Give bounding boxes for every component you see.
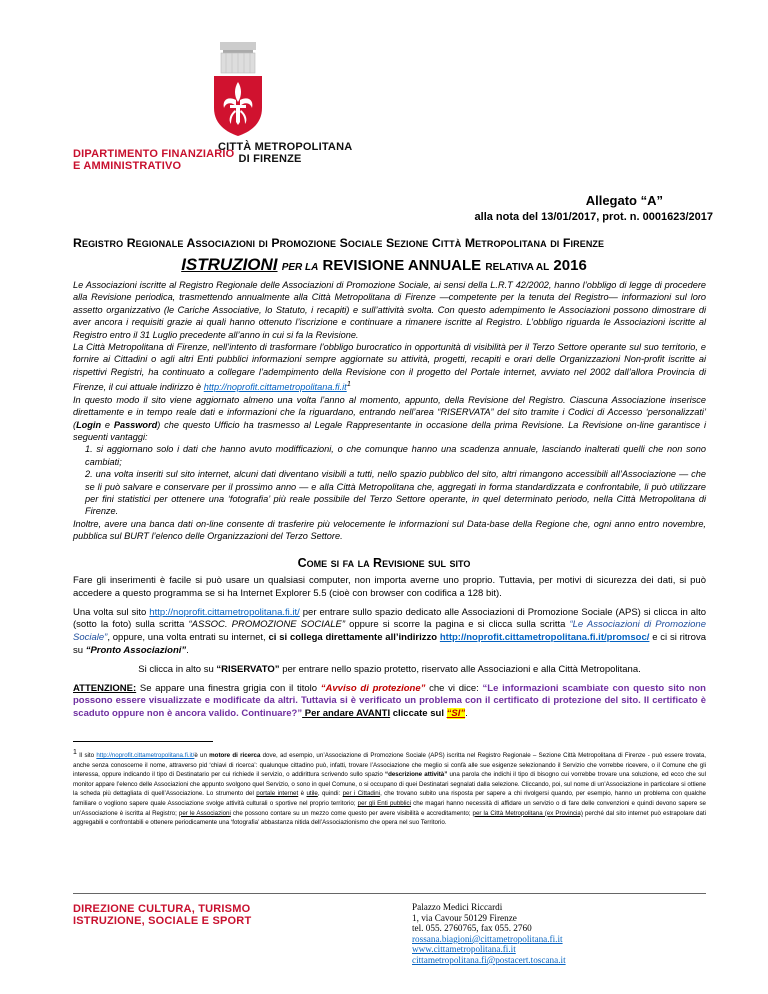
p2-text-c: oppure si scorre la pagina e si clicca sulla scritta <box>344 619 570 631</box>
portal-link[interactable]: http://noprofit.cittametropolitana.fi.it <box>203 382 347 393</box>
title-revisione: REVISIONE ANNUALE <box>322 257 482 274</box>
advantage-2: 2. una volta inseriti sul sito internet, alcuni dati diventano visibili a tutti, nello spazio pubblico del sito, altri rimangono accessibili all’Associazione — che se li può salvare e conservare per il prossimo anno — e alla Città Metropolitana che, aggregati in forma standardizzata e confrontabile, li può utilizzare per fini statistici per ottenere una ‘fotografia’ più reale possibile del Terzo Settore operante, in quel determinato periodo, nella Città Metropolitana di Firenze. <box>85 469 706 517</box>
go-ahead-label: Per andare AVANTI <box>302 708 391 720</box>
dir-line-2: ISTRUZIONE, SOCIALE E SPORT <box>73 915 252 927</box>
attachment-label: Allegato “A” <box>585 193 663 208</box>
warning-title: “Avviso di protezione” <box>320 682 426 694</box>
city-name <box>218 141 353 165</box>
fn-text-f: , quindi: <box>317 790 343 798</box>
attention-label: ATTENZIONE: <box>73 682 137 694</box>
advantage-1: 1. si aggiornano solo i dati che hanno avuto modifficazioni, o che comunque hanno una scadenza annuale, lasciando inalterati quelli che non sono cambiati; <box>85 444 706 467</box>
how-to-paragraph-1: Fare gli inserimenti è facile si può usare un qualsiasi computer, non importa averne uno proprio. Tuttavia, per motivi di sicurezza dei dati, si può accedere a questo programma se si ha Internet Explorer 5.5 (cioè con browser con codifica a 128 bit). <box>73 575 706 599</box>
intro-paragraph-2 <box>73 341 706 394</box>
assoc-promozione-label: “ASSOC. PROMOZIONE SOCIALE” <box>188 619 345 631</box>
promsoc-link[interactable]: http://noprofit.cittametropolitana.fi.it/promsoc/ <box>439 632 650 644</box>
fn-u-3: per i Cittadini <box>342 790 381 798</box>
p2-text-d: , oppure, una volta entrati su internet, <box>107 632 269 644</box>
how-to-paragraph-2 <box>73 607 706 658</box>
assoc-link-label: “Le Associazioni di Promozione Sociale” <box>73 619 706 644</box>
email-link[interactable]: rossana.biagioni@cittametropolitana.fi.it <box>412 933 563 944</box>
how-to-paragraph-3 <box>73 664 706 677</box>
fn-text-j: perché dal sito internet può estrapolare dati aggregabili e confrontabili e ottenere periodicamente una ‘fotografia’ abbastanza nitida dell’Associazionismo che opera nel suo Territorio. <box>73 809 707 827</box>
att-text-b: che vi dice: <box>425 682 483 694</box>
att-text-e: . <box>465 708 468 720</box>
p3-text-a: Si clicca in alto su <box>138 663 217 675</box>
title-istruzioni: ISTRUZIONI <box>181 255 278 274</box>
fn-text-e: è <box>298 790 307 798</box>
intro-paragraph-4: Inoltre, avere una banca dati on-line consente di trasferire più velocemente le informazioni sul Data-base della Regione che, ogni anno entro novembre, pubblica sul BURT l’elenco delle Organizzazioni del Terzo Settore. <box>73 518 706 542</box>
att-text-d: cliccate sul <box>390 708 447 720</box>
instructions-title <box>0 255 768 275</box>
dir-line-1: DIREZIONE CULTURA, TURISMO <box>73 903 251 915</box>
phone-line: tel. 055. 2760765, fax 055. 2760 <box>412 923 532 934</box>
footnote-divider <box>73 741 213 742</box>
title-relativa: RELATIVA AL <box>485 262 550 273</box>
fn-bold-1: motore di ricerca <box>209 752 261 760</box>
footnote <box>73 748 706 828</box>
pronto-associazioni-label: “Pronto Associazioni” <box>85 644 187 656</box>
p2-text-b: per entrare sullo spazio dedicato alle Associazioni di Promozione Sociale (APS) si clicca in alto (sotto la foto) sulla scritta <box>73 606 707 631</box>
riservato-label: “RISERVATO” <box>216 663 280 675</box>
website-link[interactable]: www.cittametropolitana.fi.it <box>412 944 516 955</box>
intro-paragraph-1: Le Associazioni iscritte al Registro Regionale delle Associazioni di Promozione Sociale, ai sensi della L.R.T 42/2002, hanno l’obbligo di legge di procedere alla Revisione periodica, trasmettendo annualmente alla Città Metropolitana di Firenze —competente per la tenuta del Registro— informazioni sul loro assetto organizzativo (le Cariche Associative, lo Statuto, i recapiti) e sull’attività svolta. Con questo adempimento le Associazioni possono dimostrare di aver ancora i requisiti grazie ai quali hanno ottenuto l’iscrizione e continuare a rimanere iscritte al Registro. L’obbligo riguarda le Associazioni iscritte al Registro entro il 31 Luglio precedente all’anno in cui si fa la Revisione. <box>73 280 706 340</box>
att-text-a: Se appare una finestra grigia con il titolo <box>136 682 321 694</box>
footnote-link[interactable]: http://noprofit.cittametropolitana.fi.it/ <box>96 752 195 760</box>
dept-line-1: DIPARTIMENTO FINANZIARIO <box>73 148 235 160</box>
dept-line-2: E AMMINISTRATIVO <box>73 160 182 172</box>
address-line-1: Palazzo Medici Riccardi <box>412 902 503 912</box>
p2-text-f: . <box>186 644 189 656</box>
city-line-1: CITTÀ METROPOLITANA <box>218 141 353 153</box>
footer-divider <box>73 893 706 894</box>
city-line-2: DI FIRENZE <box>238 153 302 165</box>
fn-bold-2: “descrizione attività” <box>384 771 448 779</box>
reference-note: alla nota del 13/01/2017, prot. n. 0001623/2017 <box>474 211 713 223</box>
fn-text-d: una parola che indichi il tipo di bisogno cui vorrebbe trovare una soluzione, ed ecco che sul monitor appare l’elenco delle Associazioni che appunto svolgono quel Servizio, o sono in quel Comune, o si occupano di quei Destinatari segnalati dalla selezione. Cliccando, poi, sul nome di un’Associazione in particolare si ottiene la scheda più dettagliata di quell’Associazione. Lo strumento del <box>73 771 706 798</box>
directorate-name <box>73 903 251 927</box>
p2-text-e: e ci si ritrova su <box>73 632 707 656</box>
yes-label: “SI” <box>446 708 466 720</box>
how-to-heading: Come si fa la Revisione sul sito <box>297 556 471 570</box>
site-link[interactable]: http://noprofit.cittametropolitana.fi.it/ <box>149 606 300 618</box>
warning-message: “Le informazioni scambiate con questo sito non possono essere visualizzate e modificate da altri. Tuttavia si è verificato un problema con il certificato di protezione del sito. Il certificato è scaduto oppure non è ancora valido. Continuare?” <box>73 682 706 720</box>
password-word: Password <box>113 419 158 430</box>
intro-section <box>73 279 706 543</box>
department-name <box>73 148 234 172</box>
attention-paragraph <box>73 683 706 721</box>
footnote-ref: 1 <box>346 379 351 389</box>
footnote-number: 1 <box>73 749 77 756</box>
title-per-la: PER LA <box>281 262 319 273</box>
title-year: 2016 <box>553 257 587 274</box>
fn-u-1: portale internet <box>256 790 299 798</box>
pec-link[interactable]: cittametropolitana.fi@postacert.toscana.it <box>412 954 566 965</box>
address-line-2: 1, via Cavour 50129 Firenze <box>412 912 517 923</box>
login-word: Login <box>76 419 102 430</box>
fn-text-c: dove, ad esempio, un’Associazione di Promozione Sociale (APS) iscritta nel Registro Regionale – Sezione Città Metropolitana di Firenze - può essere trovata, anche senza conoscerne il nome, attraverso pid ‘chiavi di ricerca’: qualunque cittadino può, infatti, trovare l’Associazione che meglio si confà alle sue esigenze selezionando il Servizio che vorrebbe ricevere, o il Comune che gli interessa, oppure indicando il tipo di Destinatario per cui richiede il servizio, o addirittura scrivendo sullo spazio <box>73 752 706 779</box>
p3-text-b: per entrare nello spazio protetto, riservato alle Associazioni e alla Città Metropolitana. <box>279 663 641 675</box>
intro-p3-text: In questo modo il sito viene aggiornato almeno una volta l’anno al momento, appunto, della Revisione del Registro. Ciascuna Associazione inserisce direttamente e in tempo reale dati e informazioni che la riguardano, entrando nell’area “RISERVATA” del sito tramite i Codici di Accesso ‘personalizzati’ ( <box>73 394 706 430</box>
fn-u-5: per le Associazioni <box>178 809 231 817</box>
address-block <box>412 902 566 966</box>
fn-text-a: Il sito <box>76 752 97 760</box>
registry-title: Registro Regionale Associazioni di Promozione Sociale Sezione Città Metropolitana di Firenze <box>73 236 605 250</box>
intro-p2-text: La Città Metropolitana di Firenze, nell’intento di trasformare l’obbligo burocratico in opportunità di visibilità per il Terzo Settore operante sul suo territorio, e fornire ai Cittadini o agli altri Enti pubblici informazioni sempre aggiornate su attività, progetti, recapiti e orari delle Organizzazioni Non-profit iscritte ai rispettivi Registri, ha continuato a collegare l’adempimento della Revisione con il progetto del Portale internet, avviato nel 2002 dall’allora Provincia di Firenze, il cui attuale indirizzo è <box>73 342 706 393</box>
intro-p3-text-b: ) che questo Ufficio ha trasmesso al Legale Rappresentante in occasione della prima Revisione. La Revisione on-line garantisce i seguenti vantaggi: <box>73 419 706 442</box>
fn-text-h: che magari hanno necessità di affidare un servizio o di fare delle convenzioni e quindi devono sapere se un’Associazione è iscritta al Registro; <box>73 800 706 817</box>
fn-u-2: utile <box>306 790 318 798</box>
p2-text-a: Una volta sul sito <box>73 606 150 618</box>
direct-link-label: ci si collega direttamente all’indirizzo <box>268 632 438 644</box>
fn-text-b: è un <box>194 752 210 760</box>
how-to-section <box>73 575 706 727</box>
intro-paragraph-3 <box>73 394 706 444</box>
intro-p3-and: e <box>101 419 114 430</box>
fn-u-4: per gli Enti pubblici <box>357 800 411 808</box>
fleur-de-lis-shield-icon <box>212 42 264 137</box>
fn-text-i: che possono contare su un mezzo come questo per avere visibilità e accreditamento; <box>230 809 473 817</box>
fn-u-6: per la Città Metropolitana (ex Provincia) <box>472 809 583 817</box>
fn-text-g: , che trovano subito una risposta per sapere a chi rivolgersi quando, per esempio, hanno un problema con qualche familiare o vogliono sapere quale Associazione svolge attività culturali o sportive nel proprio territorio; <box>73 790 706 808</box>
